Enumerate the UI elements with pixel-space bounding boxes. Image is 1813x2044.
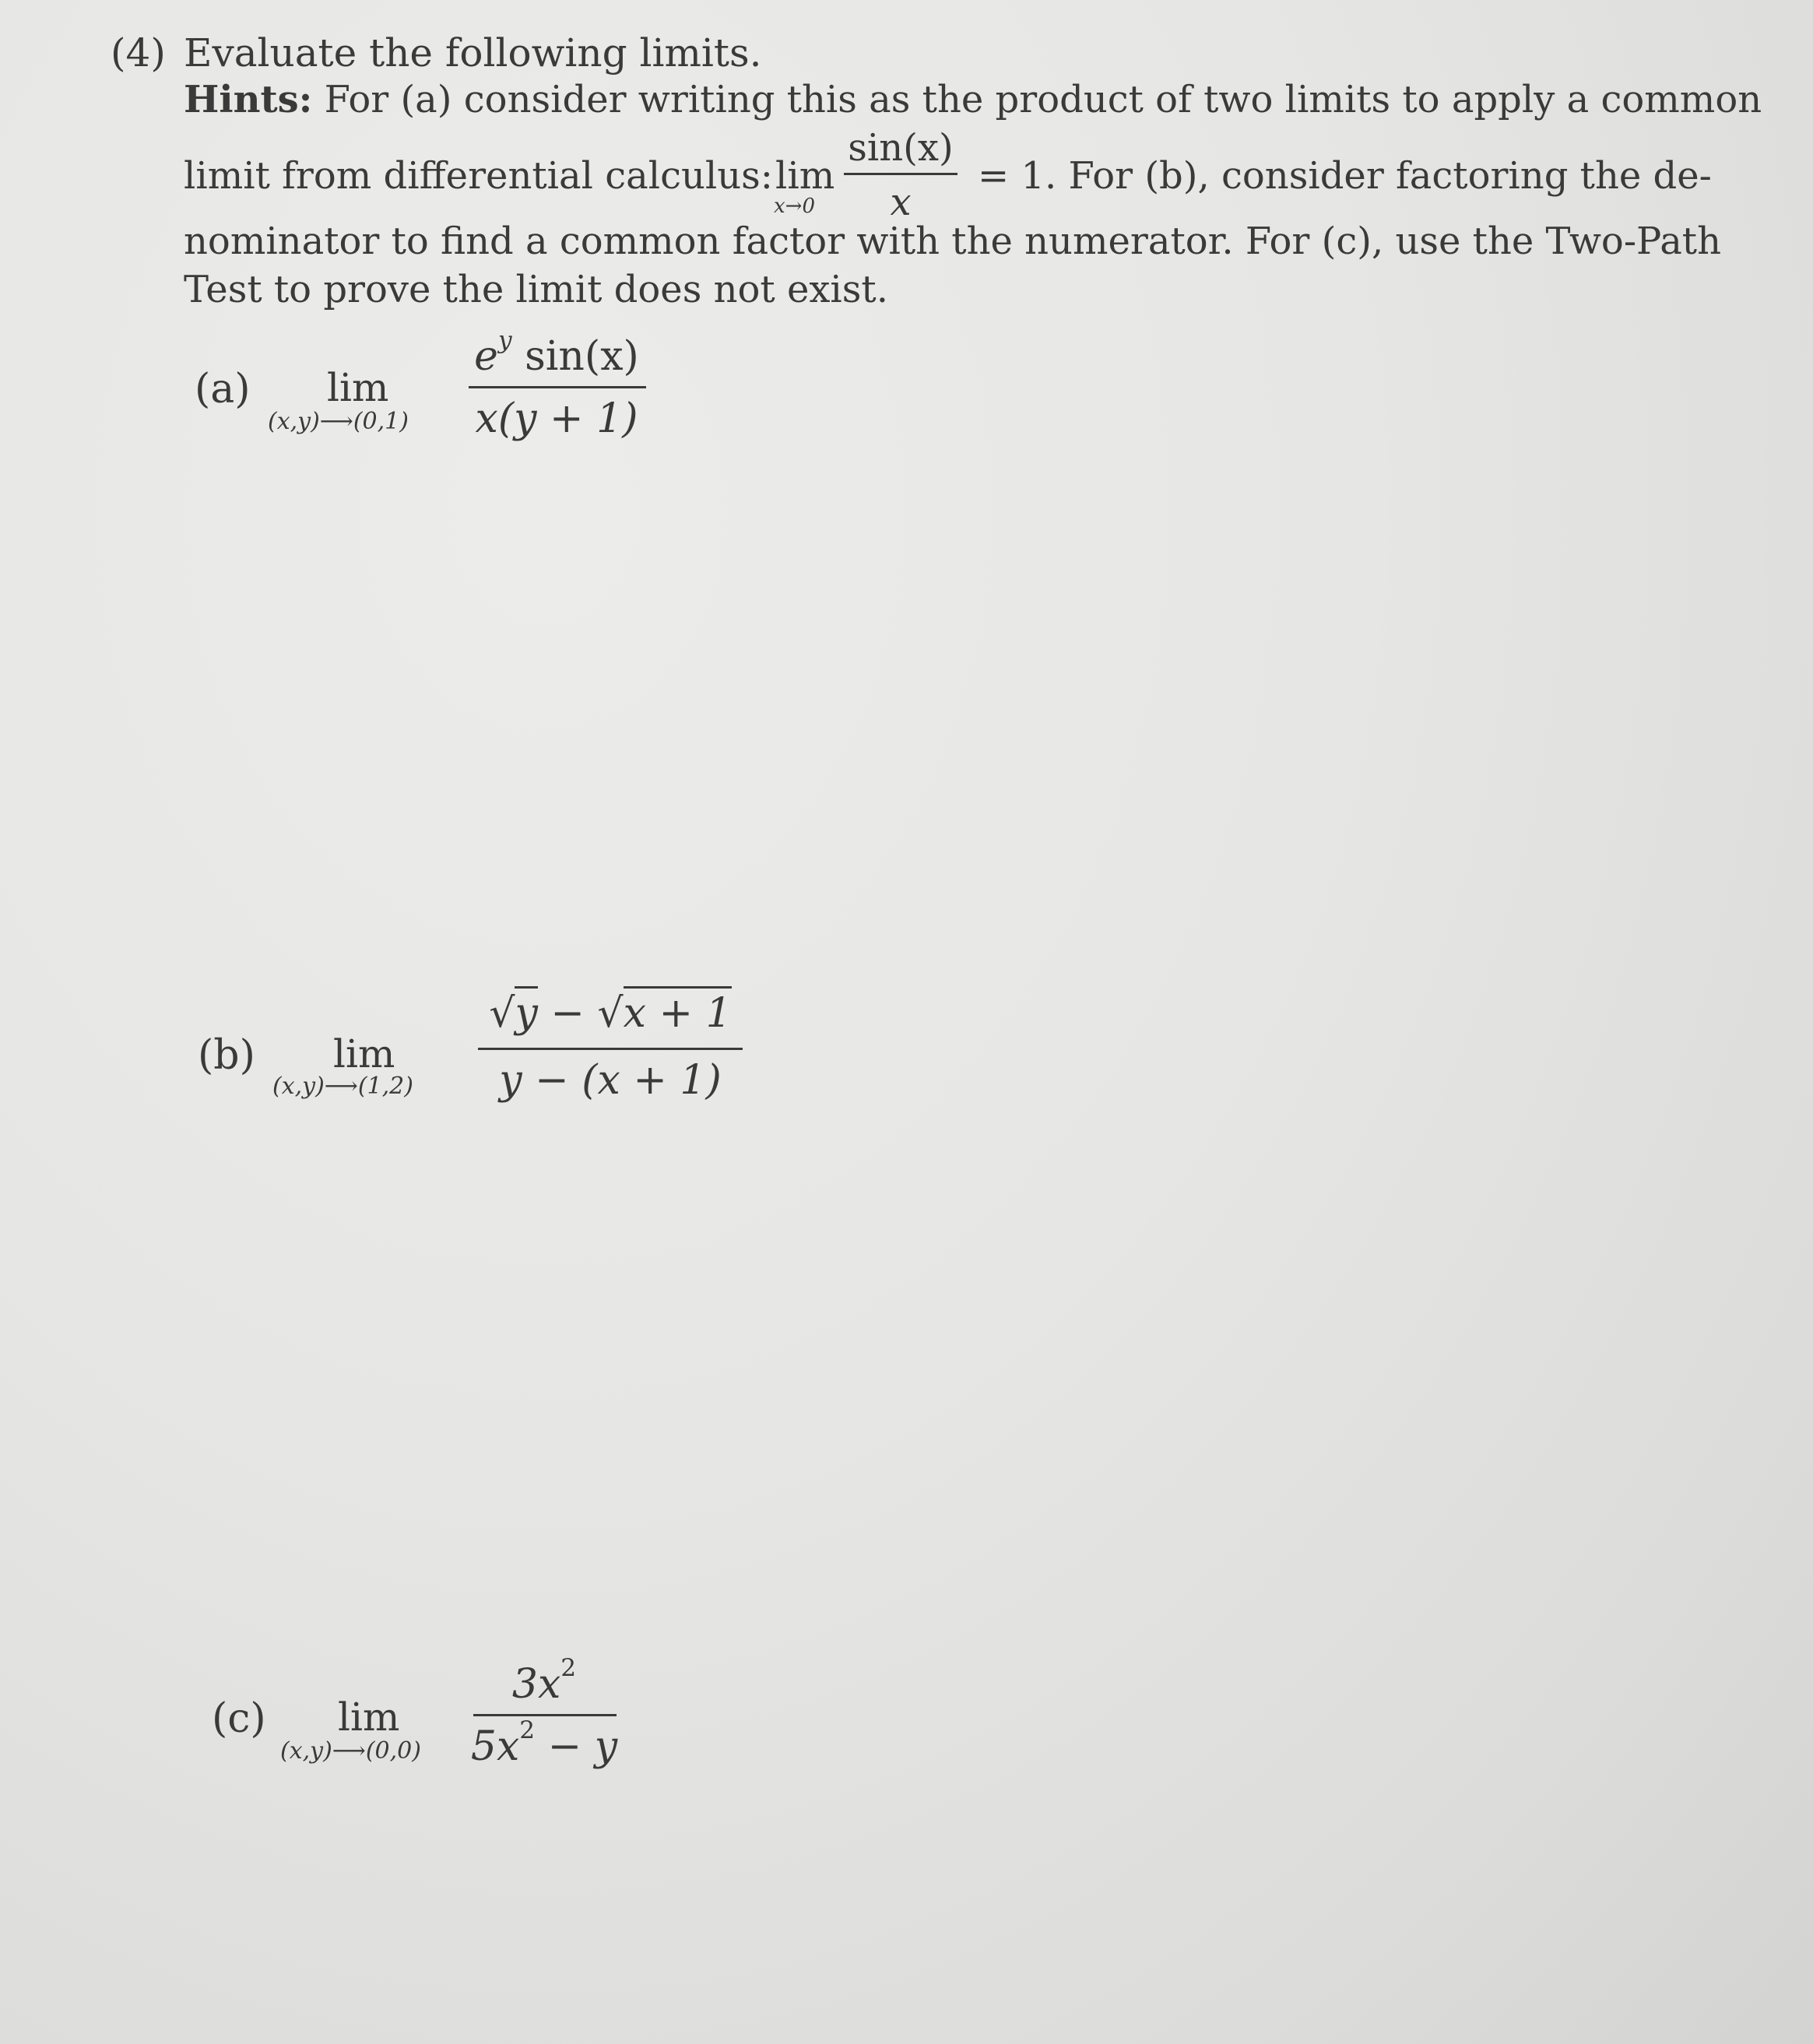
part-b-denominator: y − (x + 1): [499, 1057, 722, 1104]
hints-label: Hints:: [184, 78, 313, 121]
part-a-denominator: x(y + 1): [475, 395, 638, 442]
part-c-approach: (x,y)⟶(0,0): [280, 1737, 421, 1765]
part-b-lim: lim: [333, 1031, 395, 1076]
hint-lim-subscript: x→0: [774, 195, 815, 218]
part-a-numerator: $e^y$ sin(x): [474, 325, 639, 380]
part-a-approach: (x,y)⟶(0,1): [268, 408, 409, 435]
hint-frac-numerator: sin(x): [848, 126, 954, 170]
part-c-label: (c): [212, 1695, 266, 1742]
part-c-lim: lim: [338, 1695, 400, 1740]
problem-heading: Evaluate the following limits.: [184, 30, 762, 76]
hint-frac-bar: [844, 173, 957, 175]
hint-line-1: [184, 76, 1762, 123]
part-b-label: (b): [198, 1032, 255, 1079]
hint-line-2-start: limit from differential calculus:: [184, 154, 773, 198]
part-a-fraction-bar: [469, 386, 646, 388]
sqrt-symbol: √: [597, 990, 624, 1037]
sqrt-symbol: √: [489, 990, 515, 1037]
part-a-lim: lim: [327, 365, 389, 410]
part-a-label: (a): [195, 366, 251, 413]
part-c-fraction-bar: [473, 1714, 617, 1716]
part-b-fraction-bar: [478, 1048, 743, 1050]
hint-line-2-end: = 1. For (b), consider factoring the de-: [978, 154, 1712, 198]
part-c-numerator: $3x^2$: [511, 1653, 577, 1708]
hint-lim-word: lim: [775, 154, 835, 198]
problem-number: (4): [111, 30, 166, 76]
hint-frac-denominator: x: [890, 181, 912, 224]
part-c-denominator: $5x^2 - y$: [470, 1716, 618, 1770]
hint-line-3: nominator to find a common factor with the numerator. For (c), use the Two-Path: [184, 220, 1722, 263]
hint-line-4: Test to prove the limit does not exist.: [184, 268, 888, 311]
part-b-approach: (x,y)⟶(1,2): [272, 1073, 413, 1100]
hint-text-1: For (a) consider writing this as the product of two limits to apply a common: [324, 78, 1762, 121]
part-b-numerator: √y − √x + 1: [478, 990, 743, 1037]
